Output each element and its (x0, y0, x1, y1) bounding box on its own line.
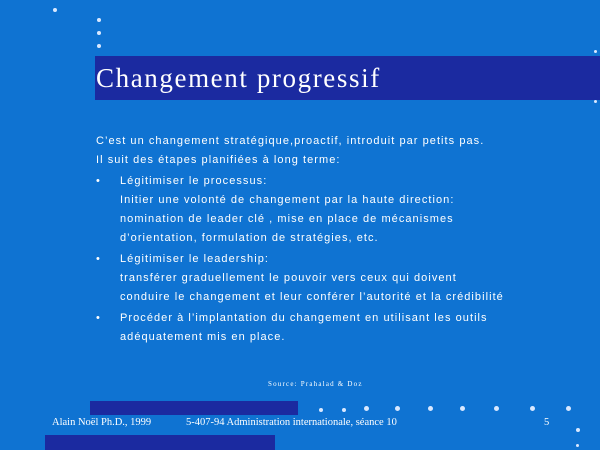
decorative-dot (576, 428, 580, 432)
bullet-item (96, 309, 566, 347)
decorative-dot (428, 406, 433, 411)
bullet-marker: • (96, 175, 101, 187)
decorative-dot (494, 406, 499, 411)
decorative-dot (97, 31, 101, 35)
bullet-line: conduire le changement et leur conférer l’autorité et la crédibilité (120, 291, 504, 303)
title-band-tail (560, 56, 600, 100)
bullet-line: adéquatement mis en place. (120, 331, 286, 343)
bullet-marker: • (96, 312, 101, 324)
footer-band-bottom (45, 435, 275, 450)
bullet-item (96, 250, 566, 307)
decorative-dot (395, 406, 400, 411)
footer-course: 5-407-94 Administration internationale, séance 10 (186, 417, 397, 428)
bullet-line: d’orientation, formulation de stratégies, etc. (120, 232, 379, 244)
bullet-line: Initier une volonté de changement par la haute direction: (120, 194, 455, 206)
body-line-2: Il suit des étapes planifiées à long terme: (96, 154, 341, 166)
decorative-dot (594, 100, 597, 103)
slide-title: Changement progressif (96, 63, 381, 93)
footer-author: Alain Noël Ph.D., 1999 (52, 417, 152, 428)
bullet-marker: • (96, 253, 101, 265)
decorative-dot (97, 44, 101, 48)
decorative-dot (53, 8, 57, 12)
footer-band (90, 401, 298, 415)
slide-body (96, 132, 566, 347)
decorative-dot (319, 408, 323, 412)
decorative-dot (460, 406, 465, 411)
bullet-line: Légitimiser le processus: (120, 175, 268, 187)
bullet-line: Procéder à l’implantation du changement en utilisant les outils (120, 312, 488, 324)
footer-page-number: 5 (544, 417, 550, 428)
decorative-dot (342, 408, 346, 412)
decorative-dot (364, 406, 369, 411)
bullet-line: Légitimiser le leadership: (120, 253, 269, 265)
body-line-1: C’est un changement stratégique,proactif, introduit par petits pas. (96, 135, 485, 147)
decorative-dot (530, 406, 535, 411)
bullet-line: nomination de leader clé , mise en place de mécanismes (120, 213, 454, 225)
decorative-dot (566, 406, 571, 411)
bullet-item (96, 172, 566, 248)
decorative-dot (97, 18, 101, 22)
source-citation: Source: Prahalad & Doz (268, 380, 363, 388)
decorative-dot (576, 444, 579, 447)
decorative-dot (594, 50, 597, 53)
bullet-line: transférer graduellement le pouvoir vers ceux qui doivent (120, 272, 457, 284)
